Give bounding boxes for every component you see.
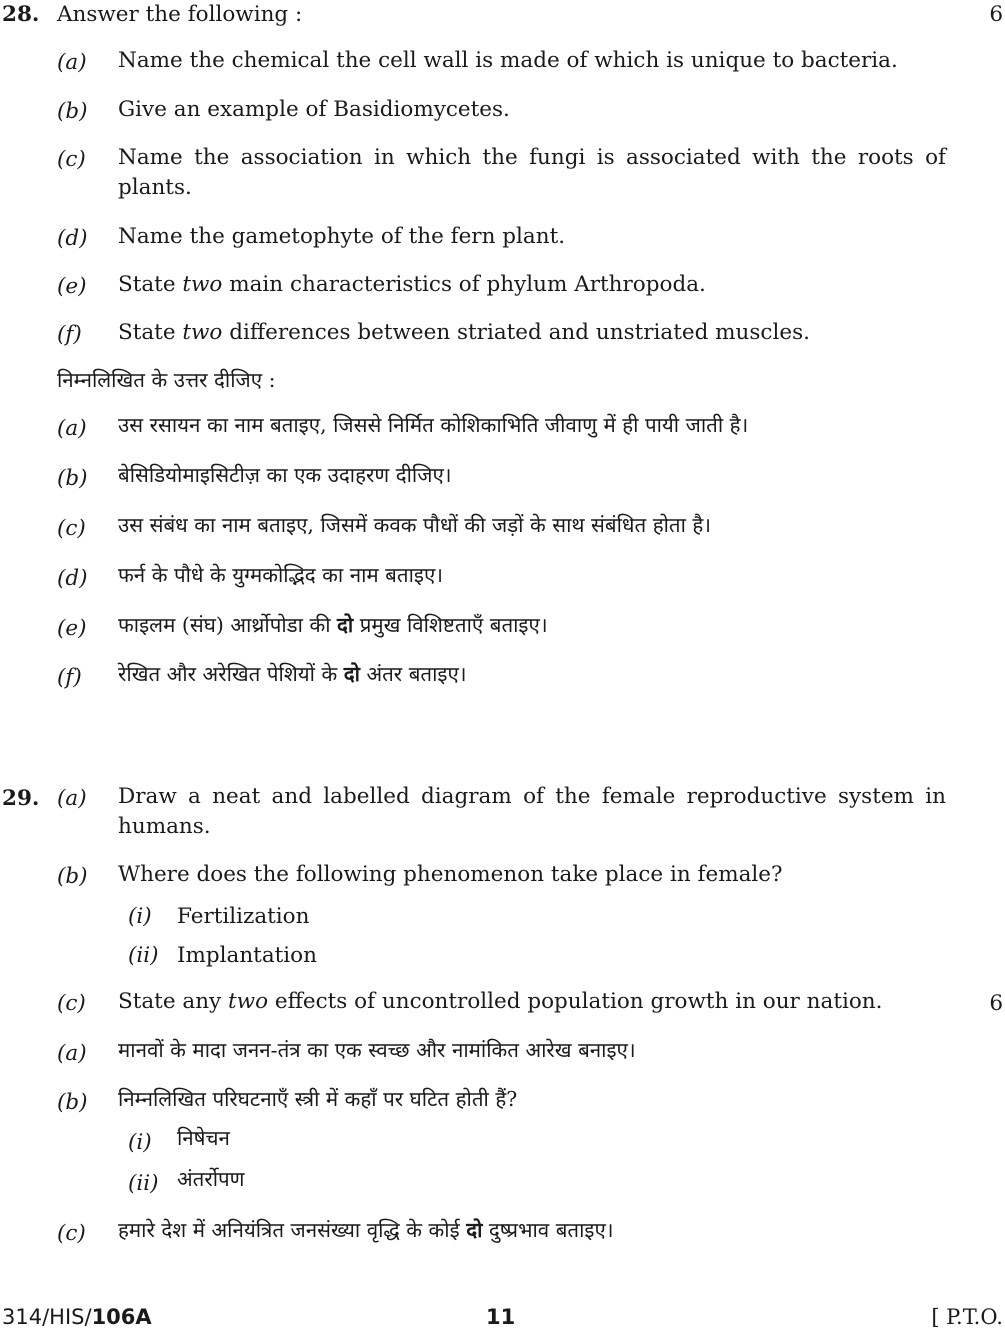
item-label: (d) — [57, 226, 88, 251]
item-label: (a) — [57, 416, 87, 441]
item-text: Give an example of Basidiomycetes. — [118, 97, 510, 122]
item-label: (e) — [57, 616, 87, 641]
subitem-text: Fertilization — [177, 904, 310, 929]
item-label: (b) — [57, 864, 88, 889]
item-label: (d) — [57, 566, 88, 591]
question-number: 28. — [2, 2, 40, 27]
item-text-hindi: उस संबंध का नाम बताइए, जिसमें कवक पौधों की जड़ों के साथ संबंधित होता है। — [118, 513, 712, 537]
item-text: Name the gametophyte of the fern plant. — [118, 224, 566, 249]
item-label: (b) — [57, 466, 88, 491]
item-label: (a) — [57, 1041, 87, 1066]
item-text-hindi: उस रसायन का नाम बताइए, जिससे निर्मित कोशिकाभिति जीवाणु में ही पायी जाती है। — [118, 413, 749, 437]
question-number: 29. — [2, 786, 40, 811]
item-text-hindi: हमारे देश में अनियंत्रित जनसंख्या वृद्धि के कोई दो दुष्प्रभाव बताइए। — [118, 1218, 614, 1242]
item-text-hindi: रेखित और अरेखित पेशियों के दो अंतर बताइए। — [118, 662, 467, 686]
subitem-label: (i) — [128, 1130, 152, 1155]
subitem-text-hindi: निषेचन — [177, 1126, 230, 1150]
item-text: Name the association in which the fungi is associated with the roots of plants. — [118, 145, 946, 200]
question-stem-hindi: निम्नलिखित के उत्तर दीजिए : — [57, 368, 276, 392]
item-label: (b) — [57, 1090, 88, 1115]
subitem-label: (ii) — [128, 943, 159, 968]
item-text-hindi: फर्न के पौधे के युग्मकोद्भिद का नाम बताइए। — [118, 563, 444, 587]
item-label: (a) — [57, 50, 87, 75]
item-text: State two differences between striated and unstriated muscles. — [118, 320, 810, 345]
paper-code: 314/HIS/106A — [2, 1305, 152, 1329]
page-number: 11 — [486, 1305, 516, 1329]
item-label: (a) — [57, 786, 87, 811]
item-text-hindi: निम्नलिखित परिघटनाएँ स्त्री में कहाँ पर घटित होती हैं? — [118, 1087, 518, 1111]
subitem-label: (ii) — [128, 1171, 159, 1196]
subitem-text: Implantation — [177, 943, 317, 968]
item-label: (c) — [57, 147, 86, 172]
item-label: (c) — [57, 516, 86, 541]
item-text: Name the chemical the cell wall is made of which is unique to bacteria. — [118, 48, 898, 73]
question-stem: Answer the following : — [57, 2, 303, 27]
item-text: State any two effects of uncontrolled population growth in our nation. — [118, 989, 883, 1014]
item-label: (c) — [57, 991, 86, 1016]
item-text-hindi: बेसिडियोमाइसिटीज़ का एक उदाहरण दीजिए। — [118, 463, 452, 487]
item-text: Draw a neat and labelled diagram of the female reproductive system in humans. — [118, 784, 946, 839]
marks: 6 — [989, 2, 1003, 27]
pto-label: [ P.T.O. — [931, 1305, 1003, 1329]
subitem-text-hindi: अंतर्रोपण — [177, 1167, 245, 1191]
item-label: (b) — [57, 99, 88, 124]
item-label: (f) — [57, 322, 82, 347]
subitem-label: (i) — [128, 904, 152, 929]
item-text-hindi: फाइलम (संघ) आर्थ्रोपोडा की दो प्रमुख विशिष्टताएँ बताइए। — [118, 613, 548, 637]
item-text: State two main characteristics of phylum Arthropoda. — [118, 272, 706, 297]
item-text: Where does the following phenomenon take place in female? — [118, 862, 783, 887]
marks: 6 — [989, 991, 1003, 1016]
item-label: (c) — [57, 1221, 86, 1246]
item-label: (e) — [57, 274, 87, 299]
item-label: (f) — [57, 665, 82, 690]
item-text-hindi: मानवों के मादा जनन-तंत्र का एक स्वच्छ और नामांकित आरेख बनाइए। — [118, 1038, 636, 1062]
